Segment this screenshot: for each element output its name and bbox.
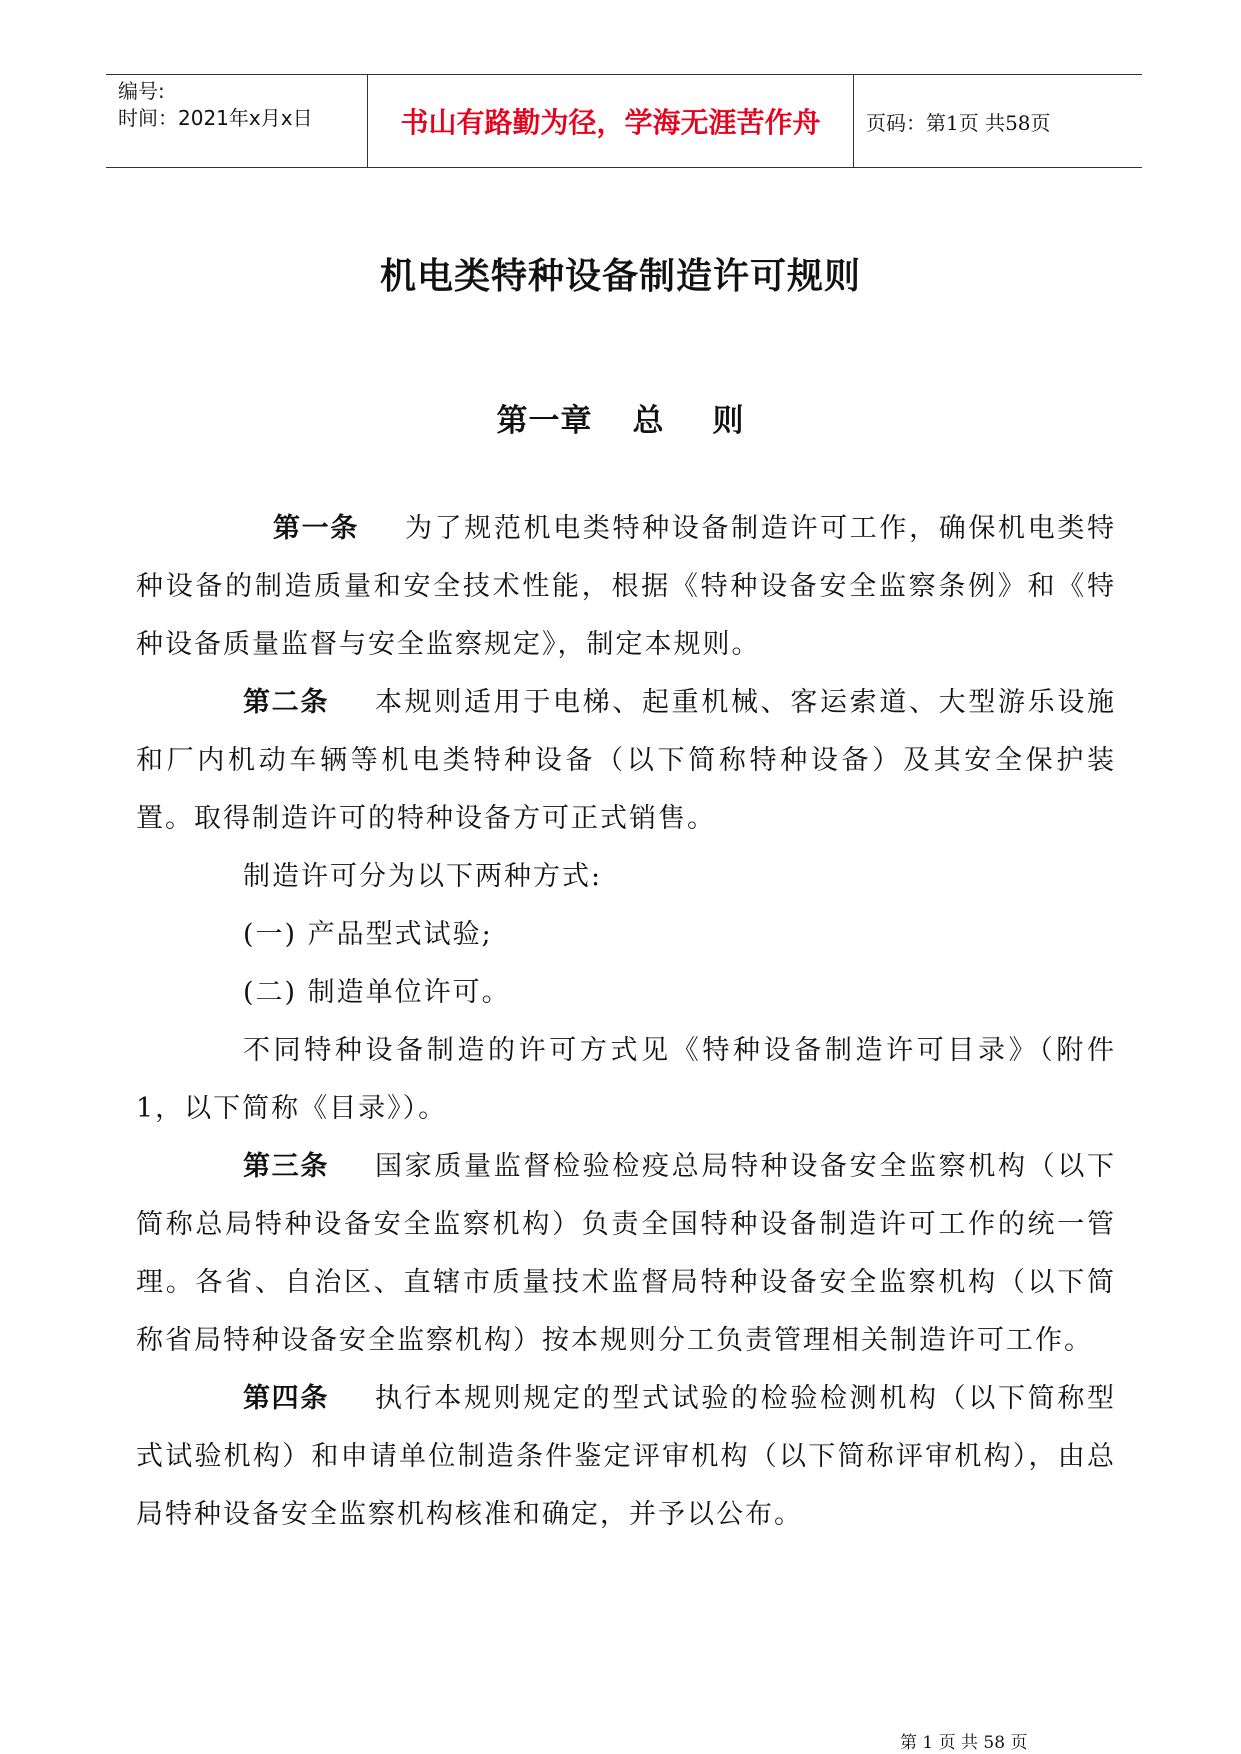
- chapter-name-part2: 则: [712, 403, 745, 439]
- catalog-paragraph: 不同特种设备制造的许可方式见《特种设备制造许可目录》（附件 1，以下简称《目录》）。: [136, 1035, 1116, 1124]
- chapter-name-part1: 总: [632, 403, 665, 439]
- article-4: [136, 1370, 1116, 1544]
- article-2-label: 第二条: [243, 687, 329, 718]
- article-2-text: 本规则适用于电梯、起重机械、客运索道、大型游乐设施和厂内机动车辆等机电类特种设备（以下简称特种设备）及其安全保护装置。取得制造许可的特种设备方可正式销售。: [136, 687, 1116, 834]
- article-3-label: 第三条: [243, 1151, 329, 1182]
- document-title: 机电类特种设备制造许可规则: [379, 256, 861, 297]
- mode-2: (二) 制造单位许可。: [243, 977, 511, 1008]
- header-motto: 书山有路勤为径，学海无涯苦作舟: [368, 75, 854, 167]
- article-2: [136, 674, 1116, 848]
- modes-intro: 制造许可分为以下两种方式:: [243, 861, 603, 892]
- document-body: [136, 500, 1116, 1544]
- chapter-number: 第一章: [496, 403, 593, 439]
- article-3: [136, 1138, 1116, 1370]
- article-1-text: 为了规范机电类特种设备制造许可工作，确保机电类特种设备的制造质量和安全技术性能，根据《特种设备安全监察条例》和《特种设备质量监督与安全监察规定》，制定本规则。: [136, 513, 1117, 660]
- header-page-info: 页码：第1页 共58页: [866, 110, 1051, 135]
- code-label: 编号:: [118, 79, 165, 103]
- article-4-text: 执行本规则规定的型式试验的检验检测机构（以下简称型式试验机构）和申请单位制造条件鉴定评审机构（以下简称评审机构），由总局特种设备安全监察机构核准和确定，并予以公布。: [136, 1383, 1116, 1530]
- mode-1: (一) 产品型式试验;: [243, 919, 493, 950]
- date-label: 时间：2021年x月x日: [118, 106, 313, 130]
- chapter-heading: [0, 395, 1241, 440]
- article-1: [136, 500, 1116, 674]
- article-3-text: 国家质量监督检验检疫总局特种设备安全监察机构（以下简称总局特种设备安全监察机构）负责全国特种设备制造许可工作的统一管理。各省、自治区、直辖市质量技术监督局特种设备安全监察机构（以下简称省局特种设备安全监察机构）按本规则分工负责管理相关制造许可工作。: [136, 1151, 1116, 1356]
- footer-page-number: 第 1 页 共 58 页: [900, 1733, 1028, 1753]
- page-header: [106, 74, 1142, 168]
- header-meta: [106, 75, 368, 167]
- article-4-label: 第四条: [243, 1383, 329, 1414]
- article-1-label: 第一条: [273, 513, 359, 544]
